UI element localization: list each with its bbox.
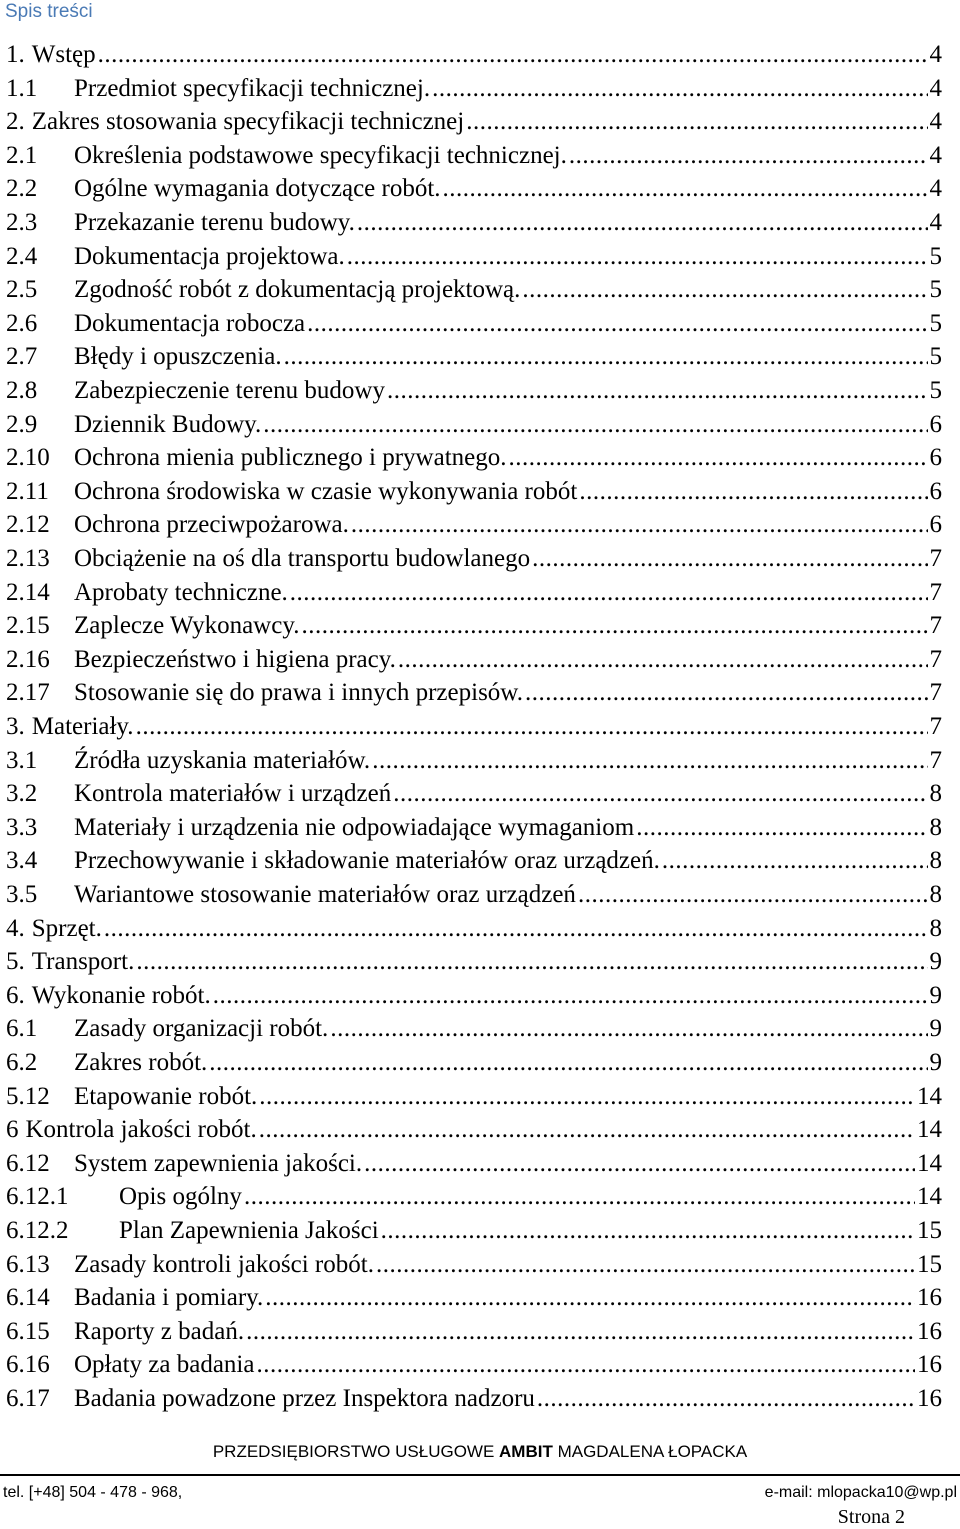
toc-dot-leader xyxy=(284,342,928,372)
toc-entry[interactable] xyxy=(6,674,942,708)
toc-entry-number: 3.1 xyxy=(6,746,38,774)
toc-entry-page: 4 xyxy=(929,175,942,203)
toc-entry-title: Przechowywanie i składowanie materiałów oraz urządzeń. xyxy=(74,847,660,875)
toc-dot-leader xyxy=(509,443,928,473)
toc-entry-title: Zaplecze Wykonawcy. xyxy=(74,612,300,640)
toc-entry-title: Dokumentacja projektowa. xyxy=(74,242,345,270)
toc-entry-page: 8 xyxy=(929,881,942,908)
toc-entry-number: 4. xyxy=(6,914,25,942)
toc-entry-number: 2.6 xyxy=(6,309,38,337)
toc-entry[interactable] xyxy=(6,540,942,574)
toc-entry-page: 4 xyxy=(929,141,942,169)
toc-entry-title: Ochrona przeciwpożarowa. xyxy=(74,511,349,539)
toc-dot-leader xyxy=(259,1082,915,1112)
toc-entry-number: 5.12 xyxy=(6,1082,50,1110)
toc-entry[interactable] xyxy=(6,204,942,238)
toc-entry[interactable] xyxy=(6,338,942,372)
toc-entry-number: 2.8 xyxy=(6,377,38,404)
toc-entry-title: Ochrona mienia publicznego i prywatnego. xyxy=(74,444,507,472)
toc-dot-leader xyxy=(532,544,927,574)
toc-entry-page: 5 xyxy=(929,343,942,371)
toc-entry-number: 3.4 xyxy=(6,847,38,875)
toc-entry-title: Wariantowe stosowanie materiałów oraz urządzeń xyxy=(74,881,576,908)
toc-dot-leader xyxy=(98,40,928,70)
toc-entry-number: 2.13 xyxy=(6,545,50,572)
toc-entry-number: 2.7 xyxy=(6,343,38,371)
toc-entry-page: 4 xyxy=(929,41,942,68)
toc-dot-leader xyxy=(443,174,928,204)
toc-dot-leader xyxy=(213,981,928,1011)
toc-entry[interactable] xyxy=(6,910,942,944)
toc-entry-title: Sprzęt. xyxy=(31,914,102,942)
toc-entry[interactable] xyxy=(6,574,942,608)
toc-entry-page: 15 xyxy=(917,1250,942,1278)
toc-entry-number: 2.17 xyxy=(6,679,50,707)
toc-entry-title: Zabezpieczenie terenu budowy xyxy=(74,377,385,404)
toc-entry-page: 7 xyxy=(929,713,942,740)
toc-entry-number: 3.3 xyxy=(6,813,38,841)
company-suffix: MAGDALENA ŁOPACKA xyxy=(552,1442,748,1461)
toc-entry-page: 16 xyxy=(917,1351,942,1379)
toc-entry[interactable] xyxy=(6,238,942,272)
toc-entry-page: 5 xyxy=(929,309,942,337)
toc-entry[interactable] xyxy=(6,876,942,910)
toc-entry-page: 8 xyxy=(929,914,942,942)
toc-entry-page: 7 xyxy=(929,612,942,640)
toc-entry-title: Dokumentacja robocza xyxy=(74,309,306,337)
toc-entry-number: 2.1 xyxy=(6,141,38,169)
toc-entry[interactable] xyxy=(6,742,942,776)
toc-dot-leader xyxy=(256,1350,915,1380)
toc-entry-title: Materiały. xyxy=(31,713,134,740)
toc-dot-leader xyxy=(376,1250,915,1280)
toc-dot-leader xyxy=(578,880,928,910)
toc-entry-page: 6 xyxy=(929,410,942,438)
toc-entry-number: 2.3 xyxy=(6,209,38,236)
toc-entry-title: Określenia podstawowe specyfikacji technicznej. xyxy=(74,141,567,169)
toc-entry-number: 2.2 xyxy=(6,175,38,203)
toc-entry[interactable] xyxy=(6,1346,942,1380)
toc-entry[interactable] xyxy=(6,103,942,137)
toc-entry[interactable] xyxy=(6,708,942,742)
toc-entry-page: 7 xyxy=(929,679,942,707)
toc-entry-title: Zakres stosowania specyfikacji technicznej xyxy=(31,108,465,136)
toc-dot-leader xyxy=(525,678,928,708)
toc-dot-leader xyxy=(259,1115,915,1145)
toc-dot-leader xyxy=(662,846,928,876)
toc-entry-page: 6 xyxy=(929,444,942,472)
toc-entry-page: 4 xyxy=(929,74,942,102)
toc-entry[interactable] xyxy=(6,137,942,171)
toc-entry-page: 14 xyxy=(917,1116,942,1144)
toc-entry[interactable] xyxy=(6,406,942,440)
toc-entry[interactable] xyxy=(6,36,942,70)
toc-entry-number: 6.16 xyxy=(6,1351,50,1379)
toc-entry[interactable] xyxy=(6,842,942,876)
footer-phone: tel. [+48] 504 - 478 - 968, xyxy=(3,1484,183,1501)
toc-entry-page: 9 xyxy=(929,981,942,1009)
toc-entry-title: Kontrola jakości robót. xyxy=(25,1116,257,1144)
toc-entry-number: 2.11 xyxy=(6,477,49,505)
toc-dot-leader xyxy=(263,410,927,440)
toc-entry[interactable] xyxy=(6,1246,942,1280)
toc-entry[interactable] xyxy=(6,1111,942,1145)
toc-dot-leader xyxy=(307,309,927,339)
toc-entry-title: Plan Zapewnienia Jakości xyxy=(119,1217,379,1244)
toc-entry-page: 14 xyxy=(917,1149,942,1177)
page-number: Strona 2 xyxy=(837,1506,905,1528)
toc-entry-number: 6.2 xyxy=(6,1049,38,1076)
toc-entry-page: 4 xyxy=(929,209,942,236)
toc-dot-leader xyxy=(387,376,928,406)
toc-entry-page: 5 xyxy=(929,242,942,270)
toc-entry-number: 6.12 xyxy=(6,1149,50,1177)
toc-entry-title: Przedmiot specyfikacji technicznej. xyxy=(74,74,431,102)
toc-entry-title: Ochrona środowiska w czasie wykonywania robót xyxy=(74,477,578,505)
toc-entry[interactable] xyxy=(6,1178,942,1212)
toc-entry-title: Zasady organizacji robót. xyxy=(74,1015,329,1043)
toc-entry-number: 2. xyxy=(6,108,25,136)
toc-title: Spis treści xyxy=(5,1,93,22)
toc-entry-title: Stosowanie się do prawa i innych przepisów. xyxy=(74,679,523,707)
toc-dot-leader xyxy=(244,1182,915,1212)
toc-entry-number: 2.4 xyxy=(6,242,38,270)
toc-dot-leader xyxy=(537,1384,915,1414)
toc-entry-title: Zakres robót. xyxy=(74,1049,208,1076)
toc-dot-leader xyxy=(432,74,927,104)
toc-entry-title: Obciążenie na oś dla transportu budowlanego xyxy=(74,545,531,572)
toc-entry-number: 2.16 xyxy=(6,645,50,673)
toc-dot-leader xyxy=(579,477,927,507)
toc-entry[interactable] xyxy=(6,473,942,507)
toc-entry[interactable] xyxy=(6,1313,942,1347)
toc-entry-number: 2.5 xyxy=(6,276,38,304)
toc-entry-title: Aprobaty techniczne. xyxy=(74,578,288,606)
toc-dot-leader xyxy=(636,813,927,843)
toc-entry[interactable] xyxy=(6,305,942,339)
toc-entry-page: 7 xyxy=(929,545,942,572)
toc-entry-title: System zapewnienia jakości. xyxy=(74,1149,363,1177)
toc-entry[interactable] xyxy=(6,1078,942,1112)
toc-entry-title: Wykonanie robót. xyxy=(31,981,211,1009)
toc-entry[interactable] xyxy=(6,809,942,843)
toc-entry-number: 6.13 xyxy=(6,1250,50,1278)
toc-entry-page: 4 xyxy=(929,108,942,136)
toc-entry[interactable] xyxy=(6,1145,942,1179)
toc-entry-number: 6.12.1 xyxy=(6,1183,69,1211)
toc-entry-page: 7 xyxy=(929,746,942,774)
toc-entry-title: Transport. xyxy=(31,948,135,976)
toc-entry-page: 6 xyxy=(929,511,942,539)
toc-entry-page: 14 xyxy=(917,1183,942,1211)
toc-entry-number: 6 xyxy=(6,1116,19,1144)
toc-entry-page: 9 xyxy=(929,1049,942,1076)
toc-dot-leader xyxy=(136,712,928,742)
toc-entry-title: Badania i pomiary. xyxy=(74,1284,264,1312)
toc-entry-page: 16 xyxy=(917,1317,942,1345)
toc-dot-leader xyxy=(398,645,928,675)
toc-entry-number: 3.5 xyxy=(6,881,38,908)
toc-entry-title: Wstęp xyxy=(31,41,96,68)
toc-entry-page: 16 xyxy=(917,1284,942,1312)
toc-entry-page: 15 xyxy=(917,1217,942,1244)
toc-dot-leader xyxy=(209,1048,927,1078)
toc-entry[interactable] xyxy=(6,372,942,406)
toc-entry-title: Bezpieczeństwo i higiena pracy. xyxy=(74,645,396,673)
footer-company xyxy=(0,1442,960,1462)
toc-dot-leader xyxy=(246,1317,915,1347)
toc-entry[interactable] xyxy=(6,1212,942,1246)
toc-dot-leader xyxy=(357,208,928,238)
toc-entry[interactable] xyxy=(6,1044,942,1078)
toc-entry-title: Opłaty za badania xyxy=(74,1351,255,1379)
toc-entry[interactable] xyxy=(6,943,942,977)
toc-entry-page: 8 xyxy=(929,847,942,875)
company-prefix: PRZEDSIĘBIORSTWO USŁUGOWE xyxy=(212,1442,500,1461)
toc-entry-number: 6.15 xyxy=(6,1317,50,1345)
toc-entry-title: Błędy i opuszczenia. xyxy=(74,343,282,371)
toc-dot-leader xyxy=(104,914,928,944)
toc-dot-leader xyxy=(569,141,928,171)
toc-entry-number: 6.1 xyxy=(6,1015,38,1043)
toc-dot-leader xyxy=(301,611,927,641)
toc-entry[interactable] xyxy=(6,1010,942,1044)
toc-entry-title: Opis ogólny xyxy=(119,1183,242,1211)
toc-dot-leader xyxy=(466,107,927,137)
toc-dot-leader xyxy=(351,510,928,540)
toc-dot-leader xyxy=(393,779,927,809)
toc-entry-page: 6 xyxy=(929,477,942,505)
toc-dot-leader xyxy=(522,275,927,305)
toc-dot-leader xyxy=(330,1014,927,1044)
toc-entry-page: 14 xyxy=(917,1082,942,1110)
toc-entry[interactable] xyxy=(6,70,942,104)
toc-entry[interactable] xyxy=(6,506,942,540)
toc-entry[interactable] xyxy=(6,1380,942,1414)
toc-entry-number: 2.15 xyxy=(6,612,50,640)
toc-entry-title: Zasady kontroli jakości robót. xyxy=(74,1250,374,1278)
toc-dot-leader xyxy=(265,1283,915,1313)
toc-entry-page: 9 xyxy=(929,948,942,976)
toc-entry-page: 8 xyxy=(929,813,942,841)
footer-email: e-mail: mlopacka10@wp.pl xyxy=(764,1484,957,1501)
toc-entry-number: 1. xyxy=(6,41,25,68)
toc-entry-number: 6. xyxy=(6,981,25,1009)
toc-entry-title: Materiały i urządzenia nie odpowiadające wymaganiom xyxy=(74,813,635,841)
toc-entry-number: 1.1 xyxy=(6,74,38,102)
toc-entry-number: 5. xyxy=(6,948,25,976)
company-brand: AMBIT xyxy=(499,1442,553,1461)
toc-entry-title: Źródła uzyskania materiałów. xyxy=(74,746,371,774)
footer-divider xyxy=(0,1474,960,1476)
toc-entry-number: 6.14 xyxy=(6,1284,50,1312)
toc-entry[interactable] xyxy=(6,170,942,204)
toc-entry-number: 6.17 xyxy=(6,1385,50,1412)
toc-entry[interactable] xyxy=(6,977,942,1011)
toc-entry-title: Dziennik Budowy. xyxy=(74,410,262,438)
toc-entry-title: Zgodność robót z dokumentacją projektową. xyxy=(74,276,521,304)
toc-entry-page: 8 xyxy=(929,780,942,808)
toc-dot-leader xyxy=(364,1149,915,1179)
toc-dot-leader xyxy=(136,947,927,977)
toc-dot-leader xyxy=(372,746,927,776)
toc-entry-number: 2.9 xyxy=(6,410,38,438)
toc-entry[interactable] xyxy=(6,641,942,675)
toc-dot-leader xyxy=(347,242,928,272)
toc-entry-page: 7 xyxy=(929,645,942,673)
toc-entry-title: Przekazanie terenu budowy. xyxy=(74,209,355,236)
toc-entry-number: 6.12.2 xyxy=(6,1217,69,1244)
toc-entry-title: Raporty z badań. xyxy=(74,1317,245,1345)
toc-entry[interactable] xyxy=(6,439,942,473)
toc-entry-page: 5 xyxy=(929,276,942,304)
toc-entry-number: 2.12 xyxy=(6,511,50,539)
toc-entry[interactable] xyxy=(6,1279,942,1313)
toc-entry-page: 16 xyxy=(917,1385,942,1412)
toc-entry-page: 5 xyxy=(929,377,942,404)
toc-dot-leader xyxy=(290,578,928,608)
toc-entry-number: 3. xyxy=(6,713,25,740)
toc-entry[interactable] xyxy=(6,607,942,641)
toc-entry-title: Kontrola materiałów i urządzeń xyxy=(74,780,392,808)
toc-dot-leader xyxy=(381,1216,915,1246)
toc-entry-title: Badania powadzone przez Inspektora nadzoru xyxy=(74,1385,535,1412)
toc-entry-title: Ogólne wymagania dotyczące robót. xyxy=(74,175,441,203)
toc-entry-number: 2.14 xyxy=(6,578,50,606)
toc-entry-title: Etapowanie robót. xyxy=(74,1082,258,1110)
toc-entry-number: 3.2 xyxy=(6,780,38,808)
toc-entry[interactable] xyxy=(6,271,942,305)
toc-entry-number: 2.10 xyxy=(6,444,50,472)
toc-entry-page: 7 xyxy=(929,578,942,606)
toc-entry-page: 9 xyxy=(929,1015,942,1043)
toc-entry[interactable] xyxy=(6,775,942,809)
